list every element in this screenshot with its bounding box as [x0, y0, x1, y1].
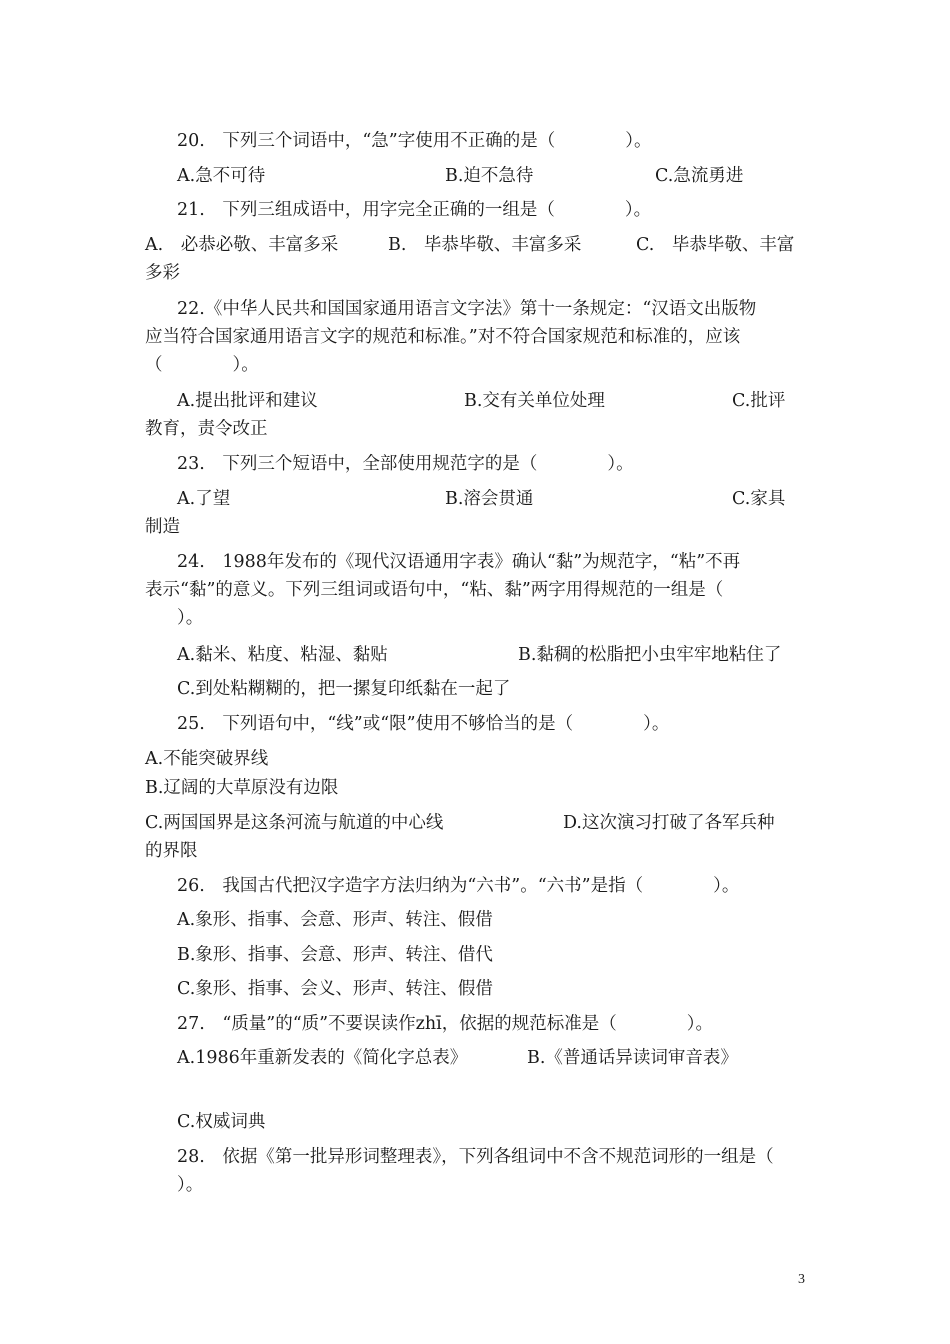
- q25-option-d: D.这次演习打破了各军兵种: [563, 813, 775, 833]
- q26-stem: 26. 我国古代把汉字造字方法归纳为“六书”。“六书”是指（ ）。: [177, 876, 740, 896]
- q27-option-b: B.《普通话异读词审音表》: [527, 1048, 738, 1068]
- q20-stem: 20. 下列三个词语中，“急”字使用不正确的是（ ）。: [177, 131, 652, 151]
- q22-stem-3: （ ）。: [145, 355, 259, 375]
- page-number: 3: [798, 1272, 805, 1287]
- q25-option-a: A.不能突破界线: [145, 749, 269, 769]
- q24-option-c: C.到处粘糊糊的，把一摞复印纸黏在一起了: [177, 679, 511, 699]
- q25-stem: 25. 下列语句中，“线”或“限”使用不够恰当的是（ ）。: [177, 714, 670, 734]
- q23-option-c-cont: 制造: [145, 517, 180, 537]
- q24-option-a: A.黏米、粘度、粘湿、黏贴: [177, 645, 388, 665]
- q23-option-b: B.溶会贯通: [445, 489, 534, 509]
- q27-option-a: A.1986年重新发表的《简化字总表》: [177, 1048, 468, 1068]
- q23-option-c: C.家具: [732, 489, 786, 509]
- q27-option-c: C.权威词典: [177, 1112, 266, 1132]
- q21-option-c: C. 毕恭毕敬、丰富: [636, 235, 795, 255]
- q25-option-d-cont: 的界限: [145, 841, 198, 861]
- q22-option-c-cont: 教育，责令改正: [145, 419, 268, 439]
- q22-stem-1: 22.《中华人民共和国国家通用语言文字法》第十一条规定：“汉语文出版物: [177, 299, 757, 319]
- q26-option-b: B.象形、指事、会意、形声、转注、借代: [177, 945, 493, 965]
- q23-stem: 23. 下列三个短语中，全部使用规范字的是（ ）。: [177, 454, 634, 474]
- q21-option-c-cont: 多彩: [145, 263, 180, 283]
- q27-stem: 27. “质量”的“质”不要误读作zhī，依据的规范标准是（ ）。: [177, 1014, 713, 1034]
- q20-option-b: B.迫不急待: [445, 166, 534, 186]
- q20-option-c: C.急流勇进: [655, 166, 744, 186]
- q22-option-c: C.批评: [732, 391, 786, 411]
- q26-option-c: C.象形、指事、会义、形声、转注、假借: [177, 979, 493, 999]
- q25-option-c: C.两国国界是这条河流与航道的中心线: [145, 813, 444, 833]
- q24-option-b: B.黏稠的松脂把小虫牢牢地粘住了: [518, 645, 782, 665]
- q24-stem-1: 24. 1988年发布的《现代汉语通用字表》确认“黏”为规范字，“粘”不再: [177, 552, 741, 572]
- q22-stem-2: 应当符合国家通用语言文字的规范和标准。”对不符合国家规范和标准的，应该: [145, 327, 741, 347]
- q21-option-a: A. 必恭必敬、丰富多采: [145, 235, 339, 255]
- q25-option-b: B.辽阔的大草原没有边限: [145, 778, 339, 798]
- q20-option-a: A.急不可待: [177, 166, 266, 186]
- q21-option-b: B. 毕恭毕敬、丰富多采: [388, 235, 582, 255]
- q28-stem-2: ）。: [177, 1175, 204, 1195]
- q22-option-a: A.提出批评和建议: [177, 391, 318, 411]
- q23-option-a: A.了望: [177, 489, 231, 509]
- q22-option-b: B.交有关单位处理: [464, 391, 605, 411]
- q28-stem-1: 28. 依据《第一批异形词整理表》，下列各组词中不含不规范词形的一组是（: [177, 1147, 774, 1167]
- q21-stem: 21. 下列三组成语中，用字完全正确的一组是（ ）。: [177, 200, 652, 220]
- q24-stem-2: 表示“黏”的意义。下列三组词或语句中，“粘、黏”两字用得规范的一组是（: [145, 580, 724, 600]
- q24-stem-3: ）。: [177, 608, 204, 628]
- q26-option-a: A.象形、指事、会意、形声、转注、假借: [177, 910, 493, 930]
